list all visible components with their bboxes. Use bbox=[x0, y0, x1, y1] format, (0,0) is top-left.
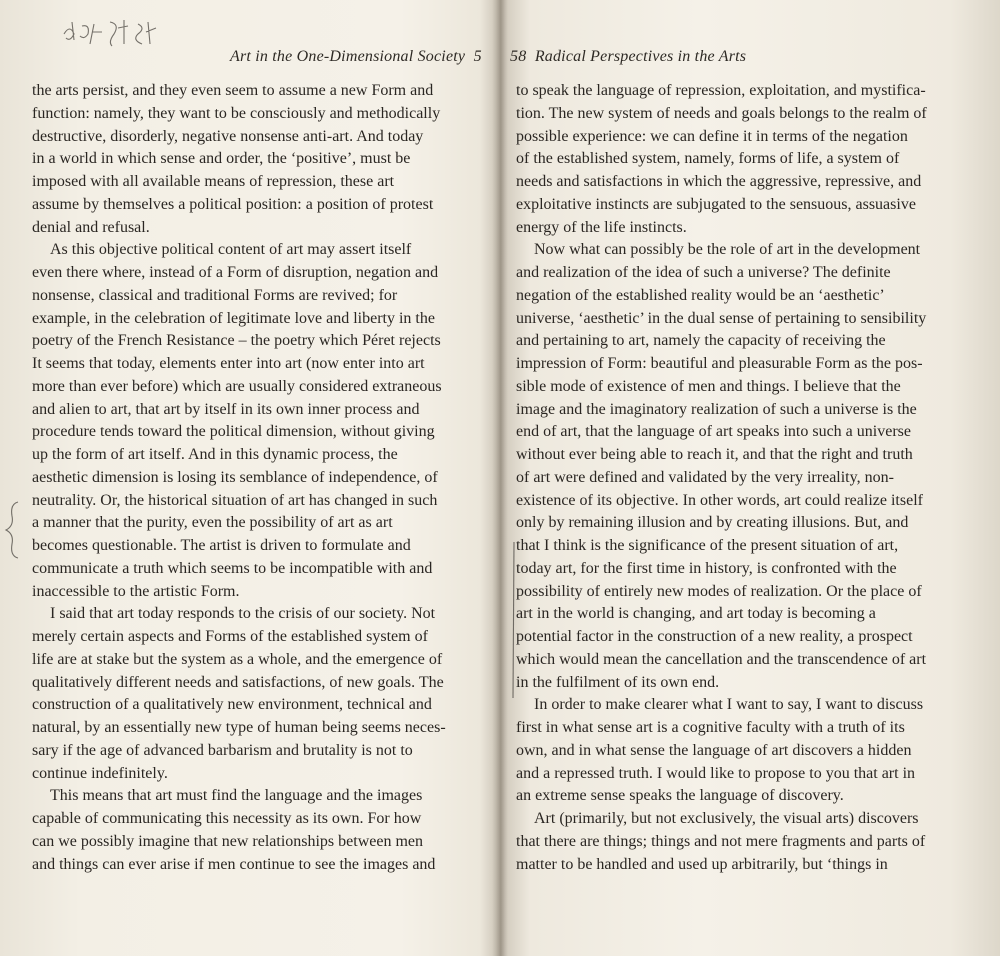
text-line: This means that art must find the language and the images bbox=[50, 787, 423, 805]
text-line: assume by themselves a political position: a position of protest bbox=[32, 195, 434, 213]
text-line: and realization of the idea of such a universe? The definite bbox=[516, 264, 891, 281]
text-line: life are at stake but the system as a whole, and the emergence of bbox=[32, 650, 443, 668]
right-running-head bbox=[510, 48, 746, 66]
text-line: construction of a qualitatively new environment, technical and bbox=[32, 696, 432, 714]
left-running-head bbox=[230, 48, 482, 66]
text-line: an extreme sense speaks the language of discovery. bbox=[516, 787, 844, 805]
text-line: end of art, that the language of art speaks into such a universe bbox=[516, 423, 911, 441]
text-line: that there are things; things and not mere fragments and parts of bbox=[516, 832, 926, 850]
text-line: existence of its objective. In other words, art could realize itself bbox=[516, 491, 923, 509]
text-line: exploitative instincts are subjugated to the sensuous, assuasive bbox=[516, 195, 916, 213]
text-line: I said that art today responds to the crisis of our society. Not bbox=[50, 605, 436, 623]
text-line: becomes questionable. The artist is driven to formulate and bbox=[32, 537, 411, 554]
text-line: sary if the age of advanced barbarism and brutality is not to bbox=[32, 741, 413, 759]
text-line: without ever being able to reach it, and that the right and truth bbox=[516, 446, 913, 463]
text-line: It seems that today, elements enter into art (now enter into art bbox=[32, 355, 425, 372]
text-line: procedure tends toward the political dimension, without giving bbox=[32, 423, 435, 441]
text-line: own, and in what sense the language of art discovers a hidden bbox=[516, 741, 912, 759]
text-line: merely certain aspects and Forms of the established system of bbox=[32, 628, 428, 645]
text-line: Now what can possibly be the role of art in the development bbox=[534, 241, 921, 259]
text-line: imposed with all available means of repression, these art bbox=[32, 173, 395, 190]
text-line: which would mean the cancellation and the transcendence of art bbox=[516, 650, 927, 668]
text-line: potential factor in the construction of a new reality, a prospect bbox=[516, 628, 913, 645]
text-line: and pertaining to art, namely the capacity of receiving the bbox=[516, 332, 886, 350]
text-line: and alien to art, that art by itself in its own inner process and bbox=[32, 400, 420, 418]
text-line: neutrality. Or, the historical situation of art has changed in such bbox=[32, 491, 438, 509]
text-line: even there where, instead of a Form of disruption, negation and bbox=[32, 264, 439, 281]
text-line: example, in the celebration of legitimate love and liberty in the bbox=[32, 309, 435, 327]
text-line: the arts persist, and they even seem to assume a new Form and bbox=[32, 82, 434, 99]
margin-bracket-line bbox=[508, 540, 518, 700]
text-line: continue indefinitely. bbox=[32, 764, 168, 782]
text-line: denial and refusal. bbox=[32, 218, 150, 236]
text-line: a manner that the purity, even the possibility of art as art bbox=[32, 514, 393, 532]
text-line: inaccessible to the artistic Form. bbox=[32, 582, 240, 600]
text-line: natural, by an essentially new type of human being seems neces- bbox=[32, 719, 446, 736]
text-line: image and the imaginatory realization of such a universe is the bbox=[516, 400, 917, 418]
text-line: universe, ‘aesthetic’ in the dual sense of pertaining to sensibility bbox=[516, 309, 927, 327]
text-line: of art were defined and validated by the very irreality, non- bbox=[516, 468, 894, 486]
text-line: first in what sense art is a cognitive faculty with a truth of its bbox=[516, 719, 905, 736]
text-line: up the form of art itself. And in this dynamic process, the bbox=[32, 446, 398, 463]
text-line: only by remaining illusion and by creating illusions. But, and bbox=[516, 514, 909, 532]
text-line: capable of communicating this necessity as its own. For how bbox=[32, 810, 422, 827]
text-line: in the fulfilment of its own end. bbox=[516, 673, 720, 691]
text-line: that I think is the significance of the present situation of art, bbox=[516, 537, 899, 554]
right-running-head-title: Radical Perspectives in the Arts bbox=[534, 48, 747, 65]
text-line: impression of Form: beautiful and pleasurable Form as the pos- bbox=[516, 355, 923, 372]
text-line: In order to make clearer what I want to say, I want to discuss bbox=[534, 696, 924, 714]
text-line: and a repressed truth. I would like to propose to you that art in bbox=[516, 764, 916, 782]
left-page bbox=[0, 0, 496, 956]
text-line: function: namely, they want to be consciously and methodically bbox=[32, 104, 441, 122]
text-line: and things can ever arise if men continue to see the images and bbox=[32, 855, 436, 873]
text-line: destructive, disorderly, negative nonsense anti-art. And today bbox=[32, 127, 424, 145]
text-line: in a world in which sense and order, the ‘positive’, must be bbox=[32, 150, 411, 168]
text-line: energy of the life instincts. bbox=[516, 218, 687, 236]
text-line: Art (primarily, but not exclusively, the visual arts) discovers bbox=[534, 810, 919, 827]
right-page bbox=[506, 0, 1000, 956]
text-line: needs and satisfactions in which the aggressive, repressive, and bbox=[516, 173, 922, 190]
text-line: nonsense, classical and traditional Forms are revived; for bbox=[32, 286, 398, 304]
text-line: of the established system, namely, forms of life, a system of bbox=[516, 150, 900, 168]
text-line: matter to be handled and used up arbitrarily, but ‘things in bbox=[516, 855, 888, 873]
text-line: poetry of the French Resistance – the poetry which Péret rejects bbox=[32, 332, 441, 350]
left-page-body-text bbox=[32, 80, 496, 876]
right-page-body-text bbox=[516, 80, 994, 876]
text-line: possible experience: we can define it in terms of the negation bbox=[516, 127, 908, 145]
text-line: qualitatively different needs and satisfactions, of new goals. The bbox=[32, 673, 444, 691]
text-line: to speak the language of repression, exploitation, and mystifica- bbox=[516, 82, 926, 99]
text-line: aesthetic dimension is losing its semblance of independence, of bbox=[32, 468, 438, 486]
text-line: tion. The new system of needs and goals belongs to the realm of bbox=[516, 104, 927, 122]
text-line: more than ever before) which are usually considered extraneous bbox=[32, 377, 442, 395]
handwritten-inscription bbox=[58, 14, 178, 50]
left-running-head-title: Art in the One-Dimensional Society bbox=[230, 48, 466, 65]
right-page-number: 58 bbox=[510, 48, 527, 65]
text-line: negation of the established reality would be an ‘aesthetic’ bbox=[516, 286, 885, 304]
text-line: art in the world is changing, and art today is becoming a bbox=[516, 605, 876, 623]
text-line: can we possibly imagine that new relationships between men bbox=[32, 832, 424, 850]
text-line: possibility of entirely new modes of realization. Or the place of bbox=[516, 582, 922, 600]
left-page-number: 5 bbox=[473, 48, 482, 65]
text-line: communicate a truth which seems to be incompatible with and bbox=[32, 559, 433, 577]
margin-brace bbox=[4, 500, 22, 560]
text-line: today art, for the first time in history, is confronted with the bbox=[516, 559, 897, 577]
text-line: As this objective political content of art may assert itself bbox=[50, 241, 412, 259]
text-line: sible mode of existence of men and things. I believe that the bbox=[516, 377, 901, 395]
